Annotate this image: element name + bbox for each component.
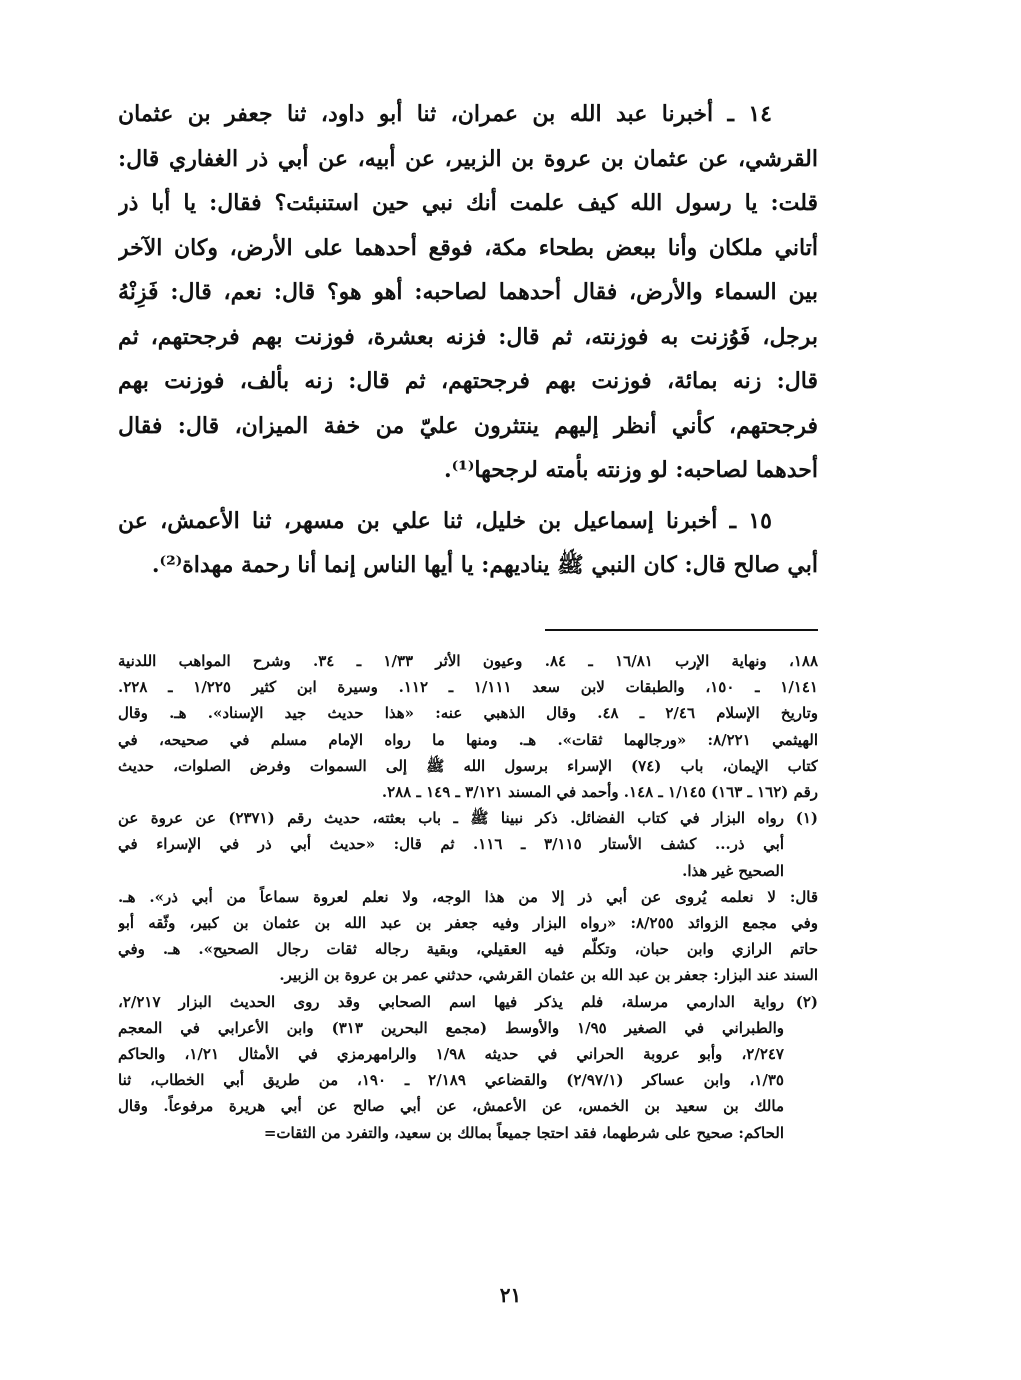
footnote-marker: (١) xyxy=(795,809,818,828)
footnote-line: أبي ذر... كشف الأستار ٣/١١٥ ـ ١١٦. ثم قال: «حديث أبي ذر في الإسراء في xyxy=(118,835,784,854)
text-line: برجل، فَوُزنت به فوزنته، ثم قال: فزنه بعشرة، فوزنت بهم فرجحتهم، ثم xyxy=(118,323,818,350)
text-line: أتاني ملكان وأنا ببعض بطحاء مكة، فوقع أحدهما على الأرض، وكان الآخر xyxy=(118,234,818,261)
footnote-marker: (٢) xyxy=(795,992,818,1011)
text-line: أبي صالح قال: كان النبي ﷺ يناديهم: يا أيها الناس إنما أنا رحمة مهداة⁽²⁾. xyxy=(151,552,818,578)
footnote-line: والطبراني في الصغير ١/٩٥ والأوسط (مجمع البحرين ٣١٣) وابن الأعرابي في المعجم xyxy=(118,1018,784,1037)
footnote-separator xyxy=(545,629,818,631)
text-line: بين السماء والأرض، فقال أحدهما لصاحبه: أهو هو؟ قال: نعم، قال: فَزِنْهُ xyxy=(118,279,818,305)
text-line: ١٤ ـ أخبرنا عبد الله بن عمران، ثنا أبو داود، ثنا جعفر بن عثمان xyxy=(118,101,772,127)
footnote-line: قال: لا نعلمه يُروى عن أبي ذر إلا من هذا الوجه، ولا نعلم لعروة سماعاً من أبي ذر». هـ. xyxy=(118,887,818,906)
hadith-14 xyxy=(118,92,818,493)
footnote-2 xyxy=(118,989,818,1146)
text-line: قال: زنه بمائة، فوزنت بهم فرجحتهم، ثم قال: زنه بألف، فوزنت بهم xyxy=(118,368,818,394)
footnote-line: ٢/٢٤٧، وأبو عروبة الحراني في حديثه ١/٩٨ والرامهرمزي في الأمثال ١/٢١، والحاكم xyxy=(118,1045,784,1064)
footnote-line: مالك بن سعيد بن الخمس، عن الأعمش، عن أبي صالح عن أبي هريرة مرفوعاً. وقال xyxy=(118,1097,784,1116)
footnote-line: ١٨٨، ونهاية الإرب ١٦/٨١ ـ ٨٤. وعيون الأثر ١/٣٣ ـ ٣٤. وشرح المواهب اللدنية xyxy=(118,652,818,670)
footnote-line: الهيثمي ٨/٢٢١: «ورجالهما ثقات». هـ. ومنها ما رواه الإمام مسلم في صحيحه، في xyxy=(118,730,818,749)
text-line: ١٥ ـ أخبرنا إسماعيل بن خليل، ثنا علي بن مسهر، ثنا الأعمش، عن xyxy=(118,507,772,534)
footnote-line: الصحيح غير هذا. xyxy=(682,861,784,880)
text-line: فرجحتهم، كأني أنظر إليهم ينتثرون عليّ من خفة الميزان، قال: فقال xyxy=(118,412,818,439)
footnote-continuation xyxy=(118,648,818,805)
text-line: القرشي، عن عثمان بن عروة بن الزبير، عن أبيه، عن أبي ذر الغفاري قال: xyxy=(118,145,818,172)
footnote-line: رواية الدارمي مرسلة، فلم يذكر فيها اسم الصحابي وقد روى الحديث البزار ٢/٢١٧، xyxy=(118,992,784,1011)
footnote-line: وتاريخ الإسلام ٢/٤٦ ـ ٤٨. وقال الذهبي عنه: «هذا حديث جيد الإسناد». هـ. وقال xyxy=(118,704,818,723)
footnotes xyxy=(118,648,818,1146)
footnote-line: ١/٣٥، وابن عساكر (٢/٩٧/١) والقضاعي ٢/١٨٩ ـ ١٩٠، من طريق أبي الخطاب، ثنا xyxy=(118,1071,784,1090)
footnote-line: السند عند البزار: جعفر بن عبد الله بن عثمان القرشي، حدثني عمر بن عروة بن الزبير. xyxy=(279,966,818,985)
footnote-line: كتاب الإيمان، باب (٧٤) الإسراء برسول الله ﷺ إلى السموات وفرض الصلوات، حديث xyxy=(118,756,818,775)
footnote-line: وفي مجمع الزوائد ٨/٢٥٥: «رواه البزار وفيه جعفر بن عبد الله بن عثمان بن كبير، وثّقه أبو xyxy=(118,914,818,933)
footnote-1-continued xyxy=(118,884,818,989)
footnote-line: حاتم الرازي وابن حبان، وتكلّم فيه العقيلي، وبقية رجاله ثقات رجال الصحيح». هـ. وفي xyxy=(118,940,818,959)
footnote-line: ١/١٤١ ـ ١٥٠، والطبقات لابن سعد ١/١١١ ـ ١١٢. وسيرة ابن كثير ١/٢٢٥ ـ ٢٢٨. xyxy=(118,678,818,697)
text-line: قلت: يا رسول الله كيف علمت أنك نبي حين استنبئت؟ فقال: يا أبا ذر xyxy=(118,190,818,216)
footnote-line: رقم (١٦٢ ـ ١٦٣) ١/١٤٥ ـ ١٤٨. وأحمد في المسند ٣/١٢١ ـ ١٤٩ ـ ٢٨٨. xyxy=(381,783,818,802)
footnote-1 xyxy=(118,805,818,884)
page-number: ٢١ xyxy=(499,1283,522,1307)
footnote-line: الحاكم: صحيح على شرطهما، فقد احتجا جميعاً بمالك بن سعيد، والتفرد من الثقات= xyxy=(263,1123,784,1142)
hadith-15 xyxy=(118,499,818,588)
main-text xyxy=(118,92,818,594)
footnote-line: رواه البزار في كتاب الفضائل. ذكر نبينا ﷺ ـ باب بعثته، حديث رقم (٢٣٧١) عن عروة عن xyxy=(118,809,784,828)
text-line: أحدهما لصاحبه: لو وزنته بأمته لرجحها⁽¹⁾. xyxy=(443,457,818,483)
